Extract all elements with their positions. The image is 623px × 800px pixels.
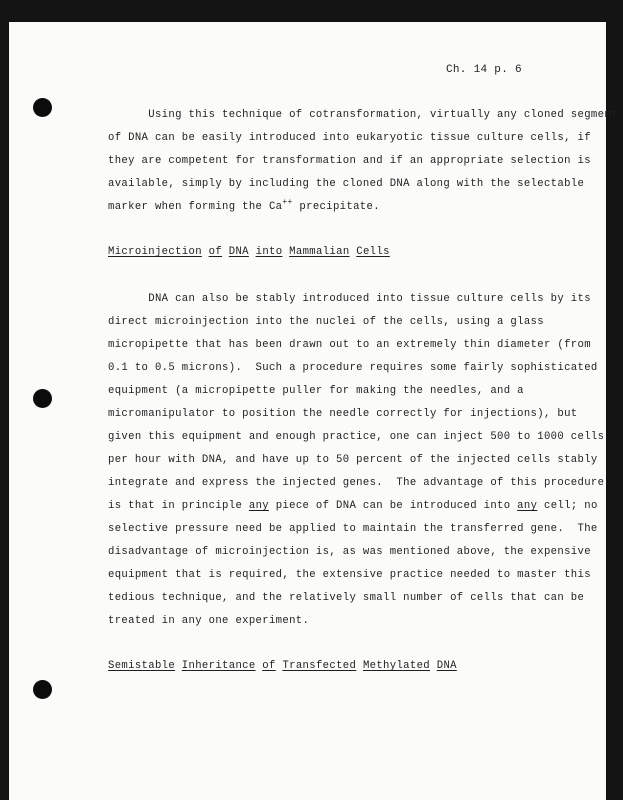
text-line: selective pressure need be applied to maintain the transferred gene. The (108, 523, 598, 535)
text-line: of DNA can be easily introduced into eukaryotic tissue culture cells, if (108, 132, 591, 144)
heading-word: Transfected (282, 660, 357, 672)
text-line (108, 196, 533, 219)
section-heading-semistable-inheritance (108, 660, 457, 672)
heading-word: Microinjection (108, 246, 202, 258)
text-line: equipment that is required, the extensive practice needed to master this (108, 569, 591, 581)
section-heading-microinjection (108, 246, 390, 258)
text-line: DNA can also be stably introduced into tissue culture cells by its (108, 293, 591, 305)
page-number: Ch. 14 p. 6 (446, 64, 522, 76)
text-line: given this equipment and enough practice, one can inject 500 to 1000 cells (108, 431, 605, 443)
text-line: tedious technique, and the relatively small number of cells that can be (108, 592, 585, 604)
text-line: treated in any one experiment. (108, 615, 310, 627)
heading-word: DNA (436, 660, 457, 672)
text-line: per hour with DNA, and have up to 50 percent of the injected cells stably (108, 454, 598, 466)
heading-word: into (255, 246, 283, 258)
heading-word: Cells (356, 246, 390, 258)
binder-hole-middle (33, 389, 52, 408)
heading-word: DNA (228, 246, 249, 258)
text-line: micromanipulator to position the needle correctly for injections), but (108, 408, 578, 420)
paragraph-microinjection (108, 288, 605, 633)
text-fragment: is that in principle (108, 500, 249, 512)
binder-hole-bottom (33, 680, 52, 699)
emphasis-any: any (248, 500, 269, 512)
text-line: disadvantage of microinjection is, as was mentioned above, the expensive (108, 546, 591, 558)
text-line: equipment (a micropipette puller for making the needles, and a (108, 385, 524, 397)
text-line: they are competent for transformation and if an appropriate selection is (108, 155, 591, 167)
text-line: direct microinjection into the nuclei of the cells, using a glass (108, 316, 544, 328)
heading-word: of (262, 660, 276, 672)
heading-word: Methylated (362, 660, 431, 672)
text-fragment: piece of DNA can be introduced into (268, 500, 518, 512)
binder-hole-top (33, 98, 52, 117)
emphasis-any: any (517, 500, 538, 512)
text-line: 0.1 to 0.5 microns). Such a procedure requires some fairly sophisticated (108, 362, 598, 374)
paragraph-cotransformation (108, 104, 618, 219)
text-line: integrate and express the injected genes. The advantage of this procedure (108, 477, 605, 489)
heading-word: Semistable (108, 660, 176, 672)
text-line: available, simply by including the cloned DNA along with the selectable (108, 178, 585, 190)
text-line (108, 495, 598, 518)
text-fragment: marker when forming the Ca (108, 201, 283, 213)
text-line: Using this technique of cotransformation, virtually any cloned segment (108, 109, 618, 121)
text-fragment: precipitate. (292, 201, 380, 213)
text-line: micropipette that has been drawn out to an extremely thin diameter (from (108, 339, 591, 351)
heading-word: Inheritance (181, 660, 256, 672)
heading-word: Mammalian (289, 246, 350, 258)
superscript-charge: ++ (282, 198, 293, 207)
text-fragment: cell; no (537, 500, 598, 512)
heading-word: of (208, 246, 223, 258)
